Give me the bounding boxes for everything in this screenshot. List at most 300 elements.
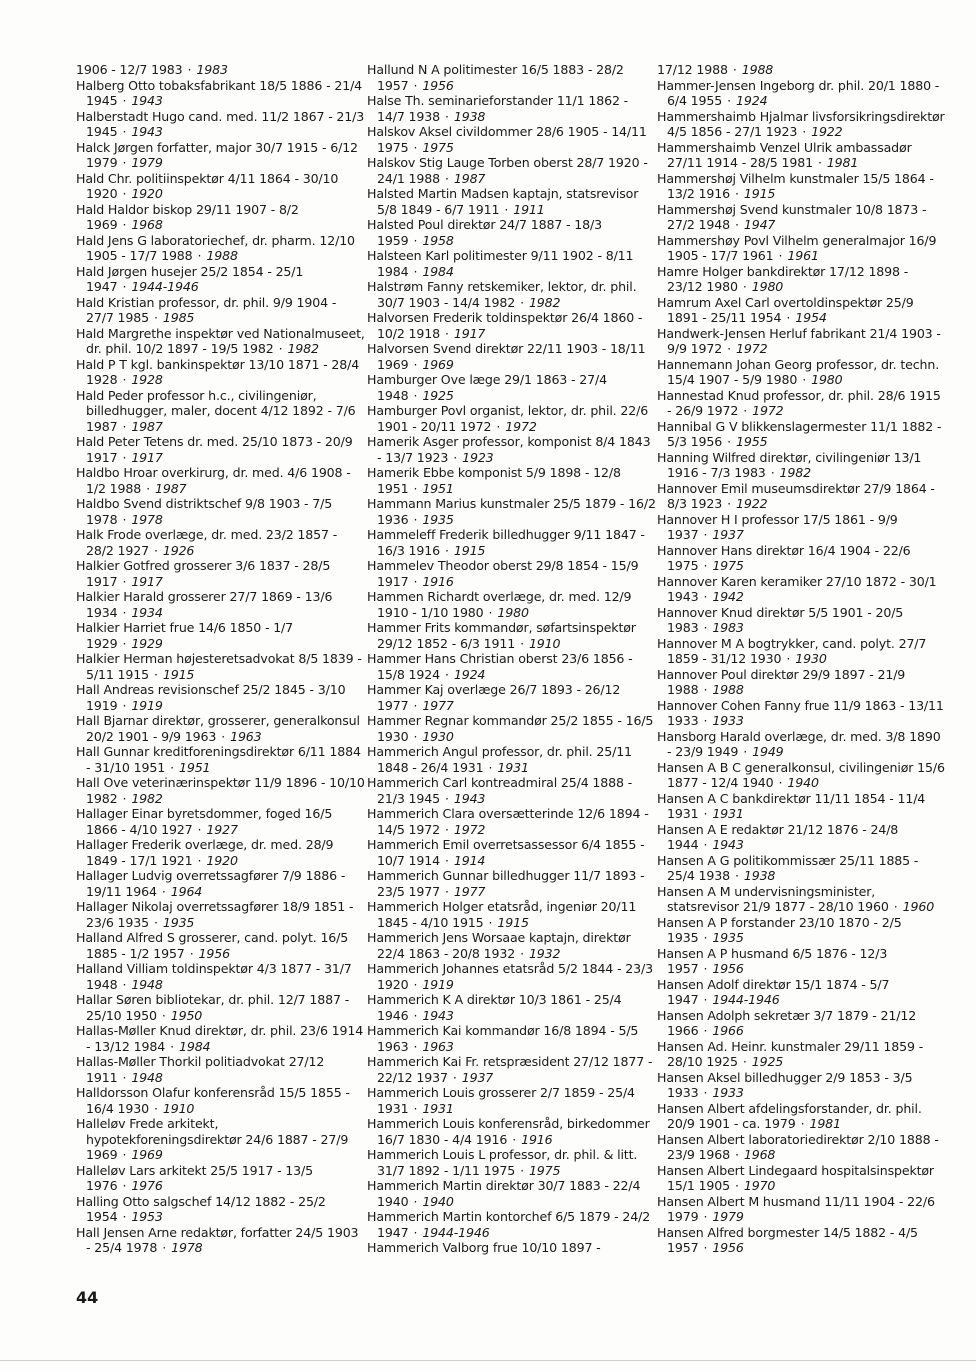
entry-text: Hannover Knud direktør 5/5 1901 - 20/5 1983 bbox=[657, 604, 904, 635]
entry-separator: · bbox=[703, 961, 708, 976]
index-entry bbox=[76, 109, 366, 140]
index-entry bbox=[657, 450, 947, 481]
entry-year: 1984 bbox=[422, 263, 454, 279]
index-entry bbox=[76, 961, 366, 992]
entry-text: Hammerich Martin kontorchef 6/5 1879 - 24/2 1947 bbox=[367, 1209, 651, 1240]
entry-text: Hannestad Knud professor, dr. phil. 28/6 1915 - 26/9 1972 bbox=[657, 387, 941, 418]
entry-separator: · bbox=[488, 759, 493, 775]
entry-year: 1924 bbox=[453, 666, 486, 682]
entry-text: Hansen Ad. Heinr. kunstmaler 29/11 1859 - 28/10 1925 bbox=[657, 1038, 924, 1069]
entry-separator: · bbox=[161, 1007, 166, 1023]
entry-separator: · bbox=[413, 511, 418, 527]
entry-separator: · bbox=[221, 728, 226, 744]
entry-text: Hallager Ludvig overretssagfører 7/9 1886 - 19/11 1964 bbox=[76, 868, 346, 899]
index-entry bbox=[76, 899, 366, 930]
entry-separator: · bbox=[734, 1147, 739, 1162]
entry-text: Hansen A P husmand 6/5 1876 - 12/3 1957 bbox=[657, 945, 888, 976]
entry-separator: · bbox=[413, 976, 418, 992]
entry-separator: · bbox=[170, 1038, 174, 1054]
bottom-rule bbox=[0, 1360, 976, 1361]
entry-separator: · bbox=[122, 186, 127, 201]
entry-year: 1920 bbox=[206, 852, 238, 868]
entry-separator: · bbox=[122, 279, 127, 294]
entry-year: 1943 bbox=[453, 790, 486, 806]
index-entry bbox=[657, 1194, 947, 1225]
entry-year: 1969 bbox=[131, 1147, 163, 1162]
entry-text: Hammerich Emil overretsassessor 6/4 1855 - 10/7 1914 bbox=[367, 837, 645, 868]
entry-year: 1961 bbox=[787, 248, 819, 263]
entry-text: Hammershøj Vilhelm kunstmaler 15/5 1864 - 13/2 1916 bbox=[657, 170, 934, 201]
entry-text: Hammerich Louis konferensråd, birkedommer 16/7 1830 - 4/4 1916 bbox=[367, 1116, 650, 1147]
entry-separator: · bbox=[187, 62, 192, 77]
index-entry bbox=[367, 434, 657, 465]
entry-text: Hald Jørgen husejer 25/2 1854 - 25/1 1947 bbox=[76, 263, 304, 294]
entry-separator: · bbox=[413, 263, 418, 279]
entry-text: Hall Andreas revisionschef 25/2 1845 - 3/10 1919 bbox=[76, 682, 346, 713]
entry-year: 1972 bbox=[752, 403, 784, 418]
entry-text: Halsted Poul direktør 24/7 1887 - 18/3 1959 bbox=[367, 217, 602, 248]
entry-text: Hallund N A politimester 16/5 1883 - 28/2 1957 bbox=[367, 62, 624, 93]
index-column-1 bbox=[76, 62, 366, 1256]
entry-separator: · bbox=[122, 976, 127, 992]
entry-separator: · bbox=[727, 496, 731, 511]
entry-text: Hammerich K A direktør 10/3 1861 - 25/4 1946 bbox=[367, 992, 622, 1023]
index-entry bbox=[367, 713, 657, 744]
entry-separator: · bbox=[817, 155, 822, 170]
entry-year: 1963 bbox=[230, 728, 262, 744]
entry-text: Halsted Martin Madsen kaptajn, statsrevisor 5/8 1849 - 6/7 1911 bbox=[367, 186, 639, 217]
index-entry bbox=[76, 868, 366, 899]
index-entry bbox=[367, 682, 657, 713]
entry-text: Hansen A M undervisningsminister, statsrevisor 21/9 1877 - 28/10 1960 bbox=[657, 883, 889, 914]
entry-year: 1968 bbox=[131, 217, 163, 232]
index-entry bbox=[367, 248, 657, 279]
index-entry bbox=[76, 233, 366, 264]
entry-year: 1926 bbox=[162, 542, 195, 558]
index-entry bbox=[76, 140, 366, 171]
entry-text: Hannover Hans direktør 16/4 1904 - 22/6 1975 bbox=[657, 542, 911, 573]
entry-year: 1948 bbox=[131, 1069, 163, 1085]
entry-text: Hannibal G V blikkenslagermester 11/1 1882 - 5/3 1956 bbox=[657, 418, 942, 449]
index-entry bbox=[657, 915, 947, 946]
entry-year: 1987 bbox=[453, 170, 486, 186]
entry-text: Hammerich Angul professor, dr. phil. 25/11 1848 - 26/4 1931 bbox=[367, 744, 632, 775]
entry-separator: · bbox=[161, 883, 166, 899]
entry-text: Hallager Frederik overlæge, dr. med. 28/9 1849 - 17/1 1921 bbox=[76, 837, 334, 868]
entry-year: 1944-1946 bbox=[422, 1224, 490, 1240]
entry-year: 1927 bbox=[206, 821, 238, 837]
entry-text: Hansen Alfred borgmester 14/5 1882 - 4/5 1957 bbox=[657, 1224, 918, 1255]
entry-text: Hald Haldor biskop 29/11 1907 - 8/2 1969 bbox=[76, 201, 299, 232]
index-entry bbox=[367, 961, 657, 992]
entry-separator: · bbox=[413, 139, 418, 155]
index-entry bbox=[367, 496, 657, 527]
entry-text: Hansen A P forstander 23/10 1870 - 2/5 1935 bbox=[657, 914, 902, 945]
entry-separator: · bbox=[153, 666, 158, 682]
index-entry bbox=[657, 62, 947, 78]
entry-year: 1950 bbox=[170, 1007, 203, 1023]
entry-year: 1956 bbox=[712, 1240, 744, 1255]
entry-separator: · bbox=[802, 372, 807, 387]
entry-text: Hall Jensen Arne redaktør, forfatter 24/5 1903 - 25/4 1978 bbox=[76, 1224, 359, 1255]
entry-year: 1922 bbox=[811, 124, 843, 139]
entry-separator: · bbox=[778, 775, 783, 790]
entry-text: Halleløv Frede arkitekt, hypotekforeningsdirektør 24/6 1887 - 27/9 1969 bbox=[76, 1116, 349, 1162]
entry-separator: · bbox=[413, 697, 418, 713]
entry-year: 1920 bbox=[131, 186, 163, 201]
entry-year: 1953 bbox=[131, 1209, 163, 1224]
entry-year: 1956 bbox=[422, 77, 454, 93]
page-number: 44 bbox=[76, 1288, 99, 1307]
entry-separator: · bbox=[703, 1240, 708, 1255]
entry-text: Hansen A C bankdirektør 11/11 1854 - 11/4 1931 bbox=[657, 790, 926, 821]
entry-separator: · bbox=[122, 1147, 127, 1162]
entry-text: Hansen Albert M husmand 11/11 1904 - 22/6 1979 bbox=[657, 1193, 935, 1224]
entry-separator: · bbox=[444, 821, 449, 837]
entry-year: 1947 bbox=[743, 217, 776, 232]
entry-year: 1915 bbox=[162, 666, 195, 682]
entry-separator: · bbox=[800, 1116, 805, 1131]
entry-separator: · bbox=[703, 1023, 708, 1038]
entry-separator: · bbox=[703, 992, 708, 1007]
entry-year: 1938 bbox=[743, 868, 776, 883]
entry-separator: · bbox=[742, 1054, 747, 1069]
index-entry bbox=[657, 543, 947, 574]
entry-separator: · bbox=[413, 387, 418, 403]
entry-year: 1977 bbox=[453, 883, 486, 899]
entry-text: Hald Chr. politiinspektør 4/11 1864 - 30/10 1920 bbox=[76, 170, 339, 201]
entry-year: 1972 bbox=[453, 821, 486, 837]
index-entry bbox=[657, 388, 947, 419]
entry-text: Hammershaimb Hjalmar livsforsikringsdirektør 4/5 1856 - 27/1 1923 bbox=[657, 108, 945, 139]
entry-text: Halland Villiam toldinspektør 4/3 1877 - 31/7 1948 bbox=[76, 961, 352, 992]
entry-text: Hannover Emil museumsdirektør 27/9 1864 - 8/3 1923 bbox=[657, 480, 935, 511]
entry-text: Hald Peter Tetens dr. med. 25/10 1873 - 20/9 1917 bbox=[76, 434, 353, 465]
entry-year: 1972 bbox=[505, 418, 537, 434]
index-entry bbox=[657, 109, 947, 140]
entry-separator: · bbox=[197, 821, 202, 837]
index-entry bbox=[367, 775, 657, 806]
entry-separator: · bbox=[413, 480, 418, 496]
entry-year: 1930 bbox=[795, 651, 827, 666]
entry-year: 1958 bbox=[422, 232, 454, 248]
entry-separator: · bbox=[703, 1209, 708, 1224]
index-entry bbox=[76, 806, 366, 837]
index-entry bbox=[76, 930, 366, 961]
entry-text: Halleløv Lars arkitekt 25/5 1917 - 13/5 1976 bbox=[76, 1162, 313, 1193]
entry-year: 1940 bbox=[422, 1193, 454, 1209]
index-entry bbox=[657, 1039, 947, 1070]
entry-year: 1931 bbox=[712, 806, 744, 821]
entry-separator: · bbox=[743, 403, 748, 418]
entry-text: Hald P T kgl. bankinspektør 13/10 1871 - 28/4 1928 bbox=[76, 356, 360, 387]
entry-year: 1915 bbox=[743, 186, 776, 201]
entry-text: Hansen A B C generalkonsul, civilingeniør 15/6 1877 - 12/4 1940 bbox=[657, 759, 945, 790]
entry-text: Hald Peder professor h.c., civilingeniør, billedhugger, maler, docent 4/12 1892 - 7/6 1987 bbox=[76, 387, 356, 434]
entry-separator: · bbox=[496, 418, 501, 434]
entry-separator: · bbox=[122, 1069, 127, 1085]
index-entry bbox=[367, 372, 657, 403]
entry-text: Hammershaimb Venzel Ulrik ambassadør 27/11 1914 - 28/5 1981 bbox=[657, 139, 912, 170]
entry-separator: · bbox=[413, 1007, 418, 1023]
entry-separator: · bbox=[512, 1131, 517, 1147]
entry-separator: · bbox=[742, 279, 747, 294]
entry-separator: · bbox=[734, 217, 739, 232]
entry-separator: · bbox=[453, 449, 458, 465]
entry-separator: · bbox=[413, 1038, 418, 1054]
entry-year: 1928 bbox=[131, 372, 163, 387]
index-entry bbox=[76, 1194, 366, 1225]
index-entry bbox=[76, 1163, 366, 1194]
index-entry bbox=[367, 527, 657, 558]
entry-text: 1906 - 12/7 1983 bbox=[76, 62, 183, 77]
entry-text: Hallager Einar byretsdommer, foged 16/5 1866 - 4/10 1927 bbox=[76, 806, 333, 837]
entry-separator: · bbox=[153, 310, 158, 325]
entry-separator: · bbox=[893, 899, 898, 914]
index-entry bbox=[76, 434, 366, 465]
entry-text: Hammerich Johannes etatsråd 5/2 1844 - 23/3 1920 bbox=[367, 961, 653, 992]
index-entry bbox=[367, 403, 657, 434]
entry-year: 1982 bbox=[528, 294, 561, 310]
index-entry bbox=[76, 1085, 366, 1116]
entry-year: 1943 bbox=[131, 124, 163, 139]
entry-separator: · bbox=[162, 1240, 167, 1255]
index-entry bbox=[657, 171, 947, 202]
entry-separator: · bbox=[732, 62, 737, 77]
entry-year: 1982 bbox=[287, 341, 319, 356]
entry-separator: · bbox=[197, 852, 202, 868]
entry-year: 1925 bbox=[422, 387, 454, 403]
index-entry bbox=[657, 760, 947, 791]
index-entry bbox=[76, 837, 366, 868]
entry-year: 1984 bbox=[178, 1038, 211, 1054]
entry-text: Halk Frode overlæge, dr. med. 23/2 1857 - 28/2 1927 bbox=[76, 527, 338, 558]
entry-year: 1987 bbox=[154, 480, 187, 496]
entry-text: Halkier Herman højesteretsadvokat 8/5 1839 - 5/11 1915 bbox=[76, 651, 362, 682]
index-entry bbox=[657, 1132, 947, 1163]
entry-text: Hannover M A bogtrykker, cand. polyt. 27/7 1859 - 31/12 1930 bbox=[657, 635, 927, 666]
entry-text: Hamre Holger bankdirektør 17/12 1898 - 23/12 1980 bbox=[657, 263, 909, 294]
entry-text: Hansborg Harald overlæge, dr. med. 3/8 1890 - 23/9 1949 bbox=[657, 728, 941, 759]
entry-text: Hammerich Louis grosserer 2/7 1859 - 25/4 1931 bbox=[367, 1085, 635, 1116]
index-entry bbox=[657, 295, 947, 326]
entry-text: Hammerich Kai kommandør 16/8 1894 - 5/5 1963 bbox=[367, 1023, 639, 1054]
entry-year: 1940 bbox=[787, 775, 819, 790]
entry-text: Hammer Kaj overlæge 26/7 1893 - 26/12 1977 bbox=[367, 682, 621, 713]
entry-separator: · bbox=[734, 868, 739, 883]
entry-text: Hansen Albert laboratoriedirektør 2/10 1888 - 23/9 1968 bbox=[657, 1131, 939, 1162]
entry-separator: · bbox=[413, 232, 418, 248]
entry-year: 1910 bbox=[528, 635, 561, 651]
entry-text: Handwerk-Jensen Herluf fabrikant 21/4 1903 - 9/9 1972 bbox=[657, 325, 941, 356]
entry-text: Hammann Marius kunstmaler 25/5 1879 - 16/2 1936 bbox=[367, 496, 656, 527]
entry-separator: · bbox=[770, 465, 775, 480]
entry-separator: · bbox=[444, 852, 449, 868]
entry-separator: · bbox=[444, 170, 449, 186]
entry-separator: · bbox=[122, 372, 127, 387]
entry-year: 1963 bbox=[422, 1038, 454, 1054]
index-entry bbox=[657, 667, 947, 698]
entry-year: 1930 bbox=[422, 728, 454, 744]
index-entry bbox=[367, 837, 657, 868]
entry-text: Hammerich Louis L professor, dr. phil. & litt. 31/7 1892 - 1/11 1975 bbox=[367, 1147, 638, 1178]
entry-year: 1969 bbox=[422, 356, 454, 372]
entry-separator: · bbox=[413, 573, 418, 589]
index-entry bbox=[657, 822, 947, 853]
entry-separator: · bbox=[413, 1100, 418, 1116]
entry-text: Hansen A E redaktør 21/12 1876 - 24/8 1944 bbox=[657, 821, 899, 852]
entry-year: 1960 bbox=[902, 899, 935, 914]
entry-year: 1924 bbox=[735, 93, 768, 108]
entry-separator: · bbox=[488, 914, 493, 930]
entry-separator: · bbox=[520, 945, 524, 961]
entry-separator: · bbox=[444, 108, 449, 124]
entry-year: 1931 bbox=[497, 759, 529, 775]
entry-text: Hamrum Axel Carl overtoldinspektør 25/9 1891 - 25/11 1954 bbox=[657, 294, 914, 325]
entry-year: 1982 bbox=[131, 790, 163, 806]
entry-year: 1916 bbox=[521, 1131, 553, 1147]
entry-text: Hammershøj Svend kunstmaler 10/8 1873 - 27/2 1948 bbox=[657, 201, 927, 232]
index-entry bbox=[367, 1054, 657, 1085]
entry-separator: · bbox=[703, 527, 708, 542]
index-entry bbox=[657, 419, 947, 450]
entry-separator: · bbox=[727, 93, 731, 108]
entry-year: 1968 bbox=[743, 1147, 776, 1162]
index-entry bbox=[367, 1116, 657, 1147]
index-entry bbox=[657, 1225, 947, 1256]
index-entry bbox=[76, 1023, 366, 1054]
index-entry bbox=[76, 775, 366, 806]
index-entry bbox=[657, 1070, 947, 1101]
index-entry bbox=[657, 791, 947, 822]
index-entry bbox=[76, 1116, 366, 1163]
entry-year: 1970 bbox=[743, 1178, 776, 1193]
entry-text: Hall Bjarnar direktør, grosserer, generalkonsul 20/2 1901 - 9/9 1963 bbox=[76, 713, 360, 744]
entry-separator: · bbox=[703, 713, 708, 728]
index-entry bbox=[367, 155, 657, 186]
entry-separator: · bbox=[703, 1085, 708, 1100]
entry-year: 1948 bbox=[131, 976, 163, 992]
index-entry bbox=[367, 744, 657, 775]
index-entry bbox=[76, 558, 366, 589]
entry-year: 1944-1946 bbox=[712, 992, 780, 1007]
entry-year: 1935 bbox=[162, 914, 195, 930]
entry-text: Haldbo Hroar overkirurg, dr. med. 4/6 1908 - 1/2 1988 bbox=[76, 465, 351, 496]
entry-separator: · bbox=[146, 480, 150, 496]
entry-year: 1914 bbox=[453, 852, 486, 868]
index-entry bbox=[657, 884, 947, 915]
entry-year: 1949 bbox=[752, 744, 784, 759]
entry-year: 1979 bbox=[131, 155, 163, 170]
entry-year: 1915 bbox=[497, 914, 529, 930]
index-entry bbox=[657, 946, 947, 977]
entry-separator: · bbox=[122, 1209, 127, 1224]
entry-year: 1937 bbox=[712, 527, 744, 542]
entry-separator: · bbox=[444, 325, 449, 341]
index-entry bbox=[657, 78, 947, 109]
entry-text: Halling Otto salgschef 14/12 1882 - 25/2 1954 bbox=[76, 1193, 326, 1224]
entry-separator: · bbox=[170, 759, 174, 775]
entry-separator: · bbox=[122, 155, 127, 170]
index-entry bbox=[76, 589, 366, 620]
index-entry bbox=[657, 357, 947, 388]
entry-year: 1955 bbox=[735, 434, 768, 449]
entry-separator: · bbox=[122, 573, 127, 589]
entry-year: 1943 bbox=[712, 837, 744, 852]
entry-text: Hannover H I professor 17/5 1861 - 9/9 1937 bbox=[657, 511, 898, 542]
entry-year: 1934 bbox=[131, 604, 163, 620]
entry-year: 1987 bbox=[131, 418, 163, 434]
entry-text: Hannemann Johan Georg professor, dr. techn. 15/4 1907 - 5/9 1980 bbox=[657, 356, 940, 387]
entry-year: 1988 bbox=[712, 682, 744, 697]
entry-text: Hammerich Jens Worsaae kaptajn, direktør 22/4 1863 - 20/8 1932 bbox=[367, 930, 631, 961]
index-entry bbox=[76, 171, 366, 202]
entry-year: 1985 bbox=[162, 310, 195, 325]
entry-separator: · bbox=[413, 356, 418, 372]
entry-text: 17/12 1988 bbox=[657, 62, 728, 77]
index-entry bbox=[657, 140, 947, 171]
index-column-3 bbox=[657, 62, 947, 1256]
index-entry bbox=[367, 1240, 657, 1256]
entry-year: 1942 bbox=[712, 589, 744, 604]
index-entry bbox=[76, 357, 366, 388]
entry-text: Hammer Frits kommandør, søfartsinspektør 29/12 1852 - 6/3 1911 bbox=[367, 620, 636, 651]
entry-separator: · bbox=[122, 790, 127, 806]
index-entry bbox=[76, 527, 366, 558]
entry-text: Halskov Aksel civildommer 28/6 1905 - 14/11 1975 bbox=[367, 124, 647, 155]
index-entry bbox=[657, 574, 947, 605]
entry-text: Halldorsson Olafur konferensråd 15/5 1855 - 16/4 1930 bbox=[76, 1085, 350, 1116]
index-entry bbox=[76, 682, 366, 713]
index-entry bbox=[657, 233, 947, 264]
index-entry bbox=[367, 341, 657, 372]
entry-separator: · bbox=[703, 589, 708, 604]
entry-text: Halberstadt Hugo cand. med. 11/2 1867 - 21/3 1945 bbox=[76, 108, 365, 139]
index-entry bbox=[367, 186, 657, 217]
index-entry bbox=[657, 1101, 947, 1132]
entry-year: 1931 bbox=[422, 1100, 454, 1116]
index-entry bbox=[367, 930, 657, 961]
entry-year: 1951 bbox=[422, 480, 454, 496]
entry-text: Hammerich Martin direktør 30/7 1883 - 22/4 1940 bbox=[367, 1178, 641, 1209]
entry-separator: · bbox=[197, 248, 202, 263]
entry-year: 1956 bbox=[198, 945, 230, 961]
entry-year: 1935 bbox=[712, 930, 744, 945]
entry-year: 1933 bbox=[712, 713, 744, 728]
entry-separator: · bbox=[504, 201, 509, 217]
index-entry bbox=[367, 558, 657, 589]
entry-year: 1956 bbox=[712, 961, 744, 976]
entry-year: 1944-1946 bbox=[131, 279, 199, 294]
entry-separator: · bbox=[727, 434, 731, 449]
index-entry bbox=[76, 744, 366, 775]
entry-text: Hald Jens G laboratoriechef, dr. pharm. 12/10 1905 - 17/7 1988 bbox=[76, 232, 355, 263]
entry-text: Hannover Poul direktør 29/9 1897 - 21/9 1988 bbox=[657, 666, 906, 697]
entry-text: Hanning Wilfred direktør, civilingeniør 13/1 1916 - 7/3 1983 bbox=[657, 449, 922, 480]
entry-separator: · bbox=[734, 186, 739, 201]
index-entry bbox=[76, 326, 366, 357]
entry-separator: · bbox=[122, 124, 127, 139]
entry-year: 1951 bbox=[178, 759, 211, 775]
index-entry bbox=[367, 868, 657, 899]
index-entry bbox=[76, 62, 366, 78]
entry-year: 1915 bbox=[453, 542, 486, 558]
entry-separator: · bbox=[122, 93, 127, 108]
entry-text: Hallas-Møller Thorkil politiadvokat 27/12 1911 bbox=[76, 1054, 325, 1085]
index-entry bbox=[657, 1163, 947, 1194]
entry-year: 1975 bbox=[528, 1162, 561, 1178]
entry-year: 1975 bbox=[712, 558, 744, 573]
